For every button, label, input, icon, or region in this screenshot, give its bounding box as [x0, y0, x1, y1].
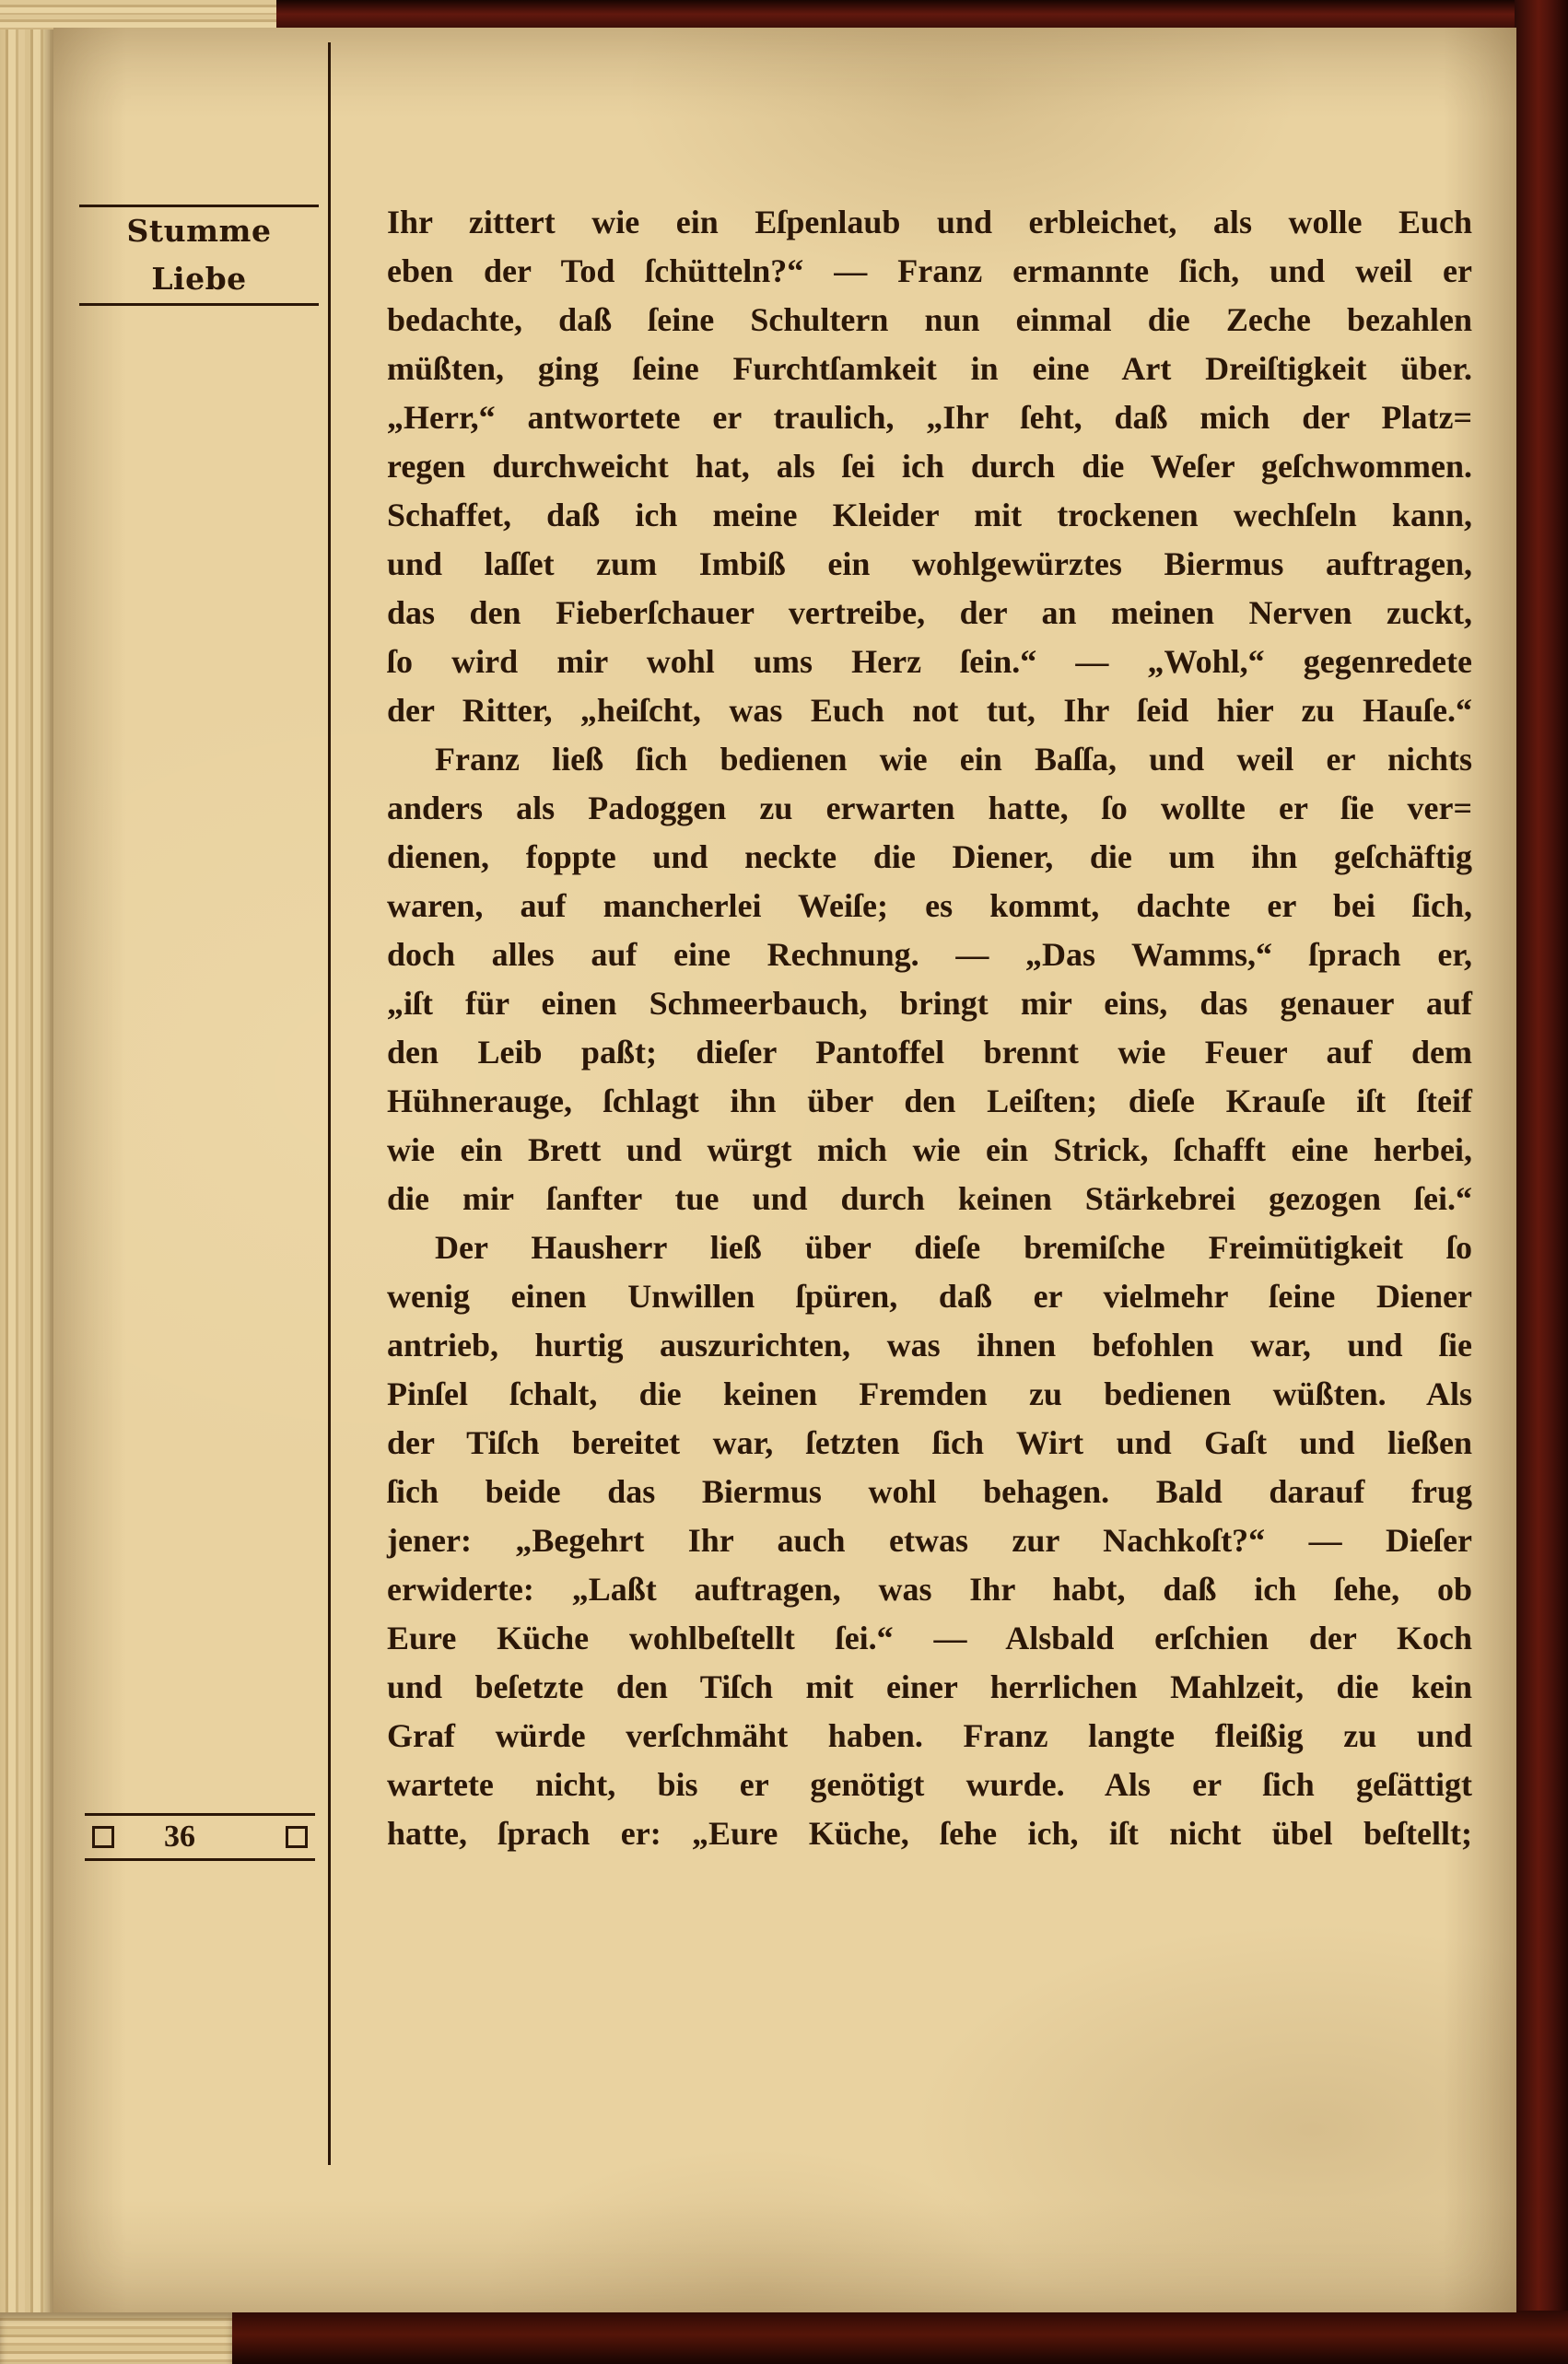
text-line: „iſt für einen Schmeerbauch, bringt mir eins, das genauer auf	[387, 985, 1472, 1022]
page-number-row	[85, 1816, 315, 1858]
text-line: den Leib paßt; dieſer Pantoffel brennt wie Feuer auf dem	[387, 1034, 1472, 1071]
text-line: eben der Tod ſchütteln?“ — Franz ermannte ſich, und weil er	[387, 252, 1472, 289]
text-line: hatte, ſprach er: „Eure Küche, ſehe ich, iſt nicht übel beſtellt;	[387, 1815, 1472, 1852]
open-square-ornament-icon	[92, 1826, 114, 1848]
margin-divider-rule	[328, 42, 331, 2165]
book-binding-bottom-edge	[0, 2311, 1568, 2364]
text-line: der Ritter, „heiſcht, was Euch not tut, Ihr ſeid hier zu Hauſe.“	[387, 692, 1472, 729]
open-square-ornament-icon	[286, 1826, 308, 1848]
text-line: „Herr,“ antwortete er traulich, „Ihr ſeht, daß mich der Platz=	[387, 399, 1472, 436]
text-line: Pinſel ſchalt, die keinen Fremden zu bedienen wüßten. Als	[387, 1375, 1472, 1412]
text-line: Eure Küche wohlbeſtellt ſei.“ — Alsbald erſchien der Koch	[387, 1620, 1472, 1656]
text-line: erwiderte: „Laßt auftragen, was Ihr habt, daß ich ſehe, ob	[387, 1571, 1472, 1608]
page-number: 36	[164, 1820, 195, 1854]
text-line: das den Fieberſchauer vertreibe, der an meinen Nerven zuckt,	[387, 594, 1472, 631]
book-cover-right-edge	[1515, 0, 1568, 2364]
page-stack-left-edge	[0, 6, 55, 2336]
book-page	[53, 28, 1516, 2312]
body-text	[387, 198, 1472, 1858]
text-line: wie ein Brett und würgt mich wie ein Strick, ſchafft eine herbei,	[387, 1131, 1472, 1168]
text-line: und beſetzte den Tiſch mit einer herrlichen Mahlzeit, die kein	[387, 1668, 1472, 1705]
page-stack-top-edge	[0, 0, 276, 29]
text-line: Ihr zittert wie ein Eſpenlaub und erbleichet, als wolle Euch	[387, 204, 1472, 240]
running-header-rule-bottom	[79, 303, 319, 306]
text-line: dienen, foppte und neckte die Diener, die um ihn geſchäftig	[387, 838, 1472, 875]
text-line: müßten, ging ſeine Furchtſamkeit in eine Art Dreiſtigkeit über.	[387, 350, 1472, 387]
page-stack-bottom-edge	[0, 2312, 232, 2364]
text-line: wartete nicht, bis er genötigt wurde. Als er ſich geſättigt	[387, 1766, 1472, 1803]
text-line: die mir ſanfter tue und durch keinen Stärkebrei gezogen ſei.“	[387, 1180, 1472, 1217]
page-number-box	[85, 1813, 315, 1861]
text-line: anders als Padoggen zu erwarten hatte, ſo wollte er ſie ver=	[387, 790, 1472, 826]
text-line: Hühnerauge, ſchlagt ihn über den Leiſten; dieſe Krauſe iſt ſteif	[387, 1083, 1472, 1119]
text-line: Graf würde verſchmäht haben. Franz langte fleißig zu und	[387, 1717, 1472, 1754]
running-header	[79, 205, 319, 306]
text-line: ſo wird mir wohl ums Herz ſein.“ — „Wohl,“ gegenredete	[387, 643, 1472, 680]
text-line: und laſſet zum Imbiß ein wohlgewürztes Biermus auftragen,	[387, 545, 1472, 582]
text-line: Franz ließ ſich bedienen wie ein Baſſa, und weil er nichts	[435, 741, 1472, 778]
text-line: antrieb, hurtig auszurichten, was ihnen befohlen war, und ſie	[387, 1327, 1472, 1363]
text-line: ſich beide das Biermus wohl behagen. Bald darauf frug	[387, 1473, 1472, 1510]
running-header-label: Stumme Liebe	[126, 213, 272, 297]
text-line: wenig einen Unwillen ſpüren, daß er vielmehr ſeine Diener	[387, 1278, 1472, 1315]
text-line: bedachte, daß ſeine Schultern nun einmal die Zeche bezahlen	[387, 301, 1472, 338]
text-line: doch alles auf eine Rechnung. — „Das Wamms,“ ſprach er,	[387, 936, 1472, 973]
text-line: regen durchweicht hat, als ſei ich durch die Weſer geſchwommen.	[387, 448, 1472, 485]
text-line: Schaffet, daß ich meine Kleider mit trockenen wechſeln kann,	[387, 497, 1472, 533]
text-line: Der Hausherr ließ über dieſe bremiſche Freimütigkeit ſo	[435, 1229, 1472, 1266]
text-line: waren, auf mancherlei Weiſe; es kommt, dachte er bei ſich,	[387, 887, 1472, 924]
page-number-rule-bottom	[85, 1858, 315, 1861]
text-line: der Tiſch bereitet war, ſetzten ſich Wirt und Gaſt und ließen	[387, 1424, 1472, 1461]
text-line: jener: „Begehrt Ihr auch etwas zur Nachkoſt?“ — Dieſer	[387, 1522, 1472, 1559]
